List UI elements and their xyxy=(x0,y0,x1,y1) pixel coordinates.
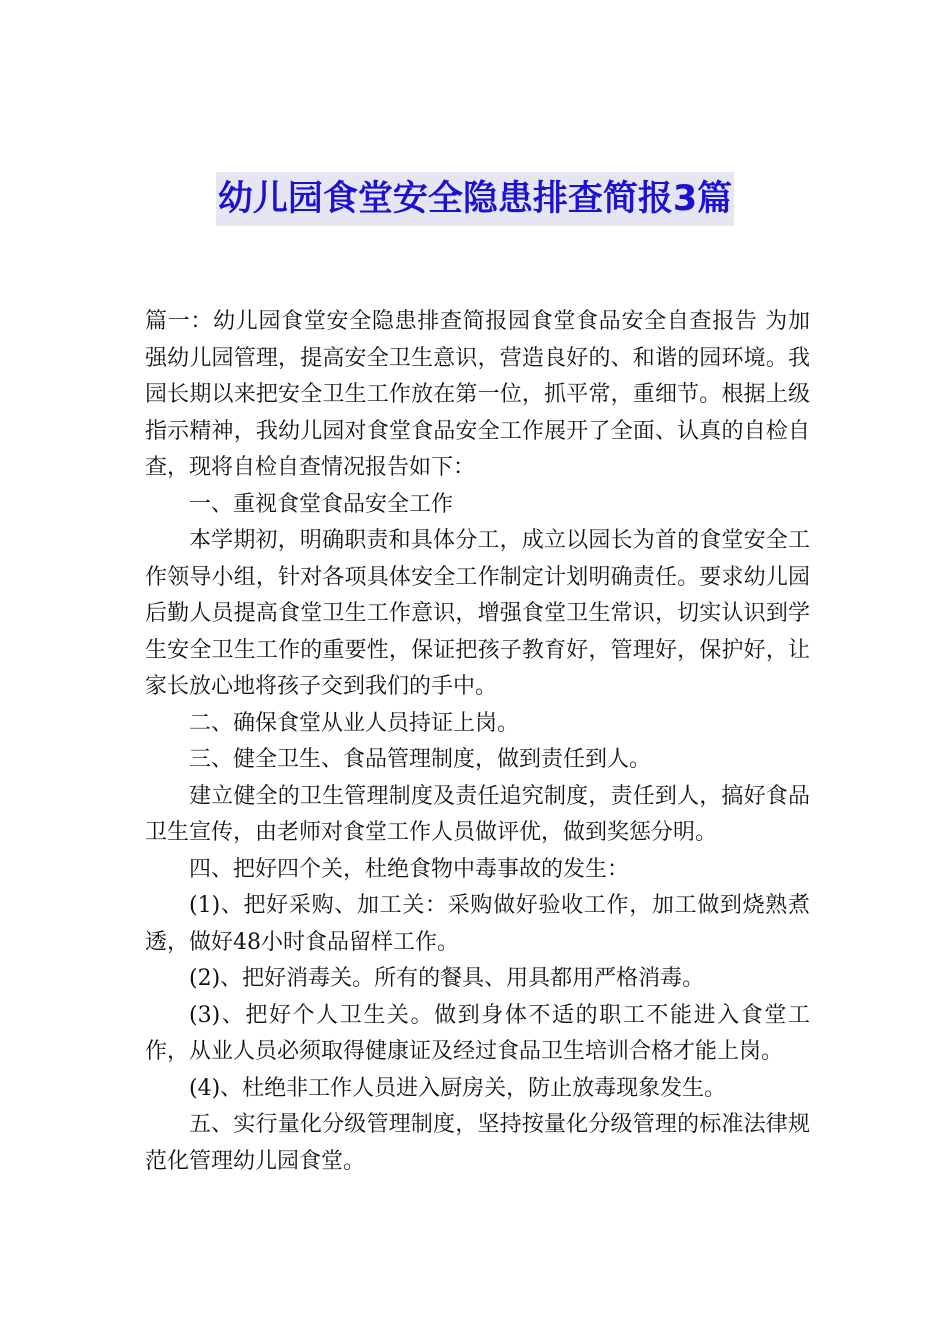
paragraph: 建立健全的卫生管理制度及责任追究制度，责任到人，搞好食品卫生宣传，由老师对食堂工作人员做评优，做到奖惩分明。 xyxy=(145,783,810,845)
document-body xyxy=(145,304,810,1180)
list-item: (3)、把好个人卫生关。做到身体不适的职工不能进入食堂工作，从业人员必须取得健康证及经过食品卫生培训合格才能上岗。 xyxy=(145,1002,810,1064)
list-item: (1)、把好采购、加工关：采购做好验收工作，加工做到烧熟煮透，做好48小时食品留样工作。 xyxy=(145,893,810,955)
document-title-block xyxy=(0,172,950,226)
list-item: (2)、把好消毒关。所有的餐具、用具都用严格消毒。 xyxy=(189,966,705,991)
paragraph-heading-3: 三、健全卫生、食品管理制度，做到责任到人。 xyxy=(189,747,652,772)
paragraph-heading-4: 四、把好四个关，杜绝食物中毒事故的发生： xyxy=(189,856,630,882)
paragraph: 本学期初，明确职责和具体分工，成立以园长为首的食堂安全工作领导小组，针对各项具体安全工作制定计划明确责任。要求幼儿园后勤人员提高食堂卫生工作意识，增强食堂卫生常识，切实认识到学生安全卫生工作的重要性，保证把孩子教育好，管理好，保护好，让家长放心地将孩子交到我们的手中。 xyxy=(145,528,810,699)
list-item: (4)、杜绝非工作人员进入厨房关，防止放毒现象发生。 xyxy=(189,1075,727,1101)
paragraph-intro: 篇一：幼儿园食堂安全隐患排查简报园食堂食品安全自查报告 为加强幼儿园管理，提高安全卫生意识，营造良好的、和谐的园环境。我园长期以来把安全卫生工作放在第一位，抓平常，重细节。根据上级指示精神，我幼儿园对食堂食品安全工作展开了全面、认真的自检自查，现将自检自查情况报告如下： xyxy=(145,309,810,480)
paragraph-heading-1: 一、重视食堂食品安全工作 xyxy=(189,491,454,517)
paragraph-heading-2: 二、确保食堂从业人员持证上岗。 xyxy=(189,710,520,736)
paragraph-heading-5: 五、实行量化分级管理制度，坚持按量化分级管理的标准法律规范化管理幼儿园食堂。 xyxy=(145,1112,810,1174)
document-title: 幼儿园食堂安全隐患排查简报3篇 xyxy=(216,172,734,226)
